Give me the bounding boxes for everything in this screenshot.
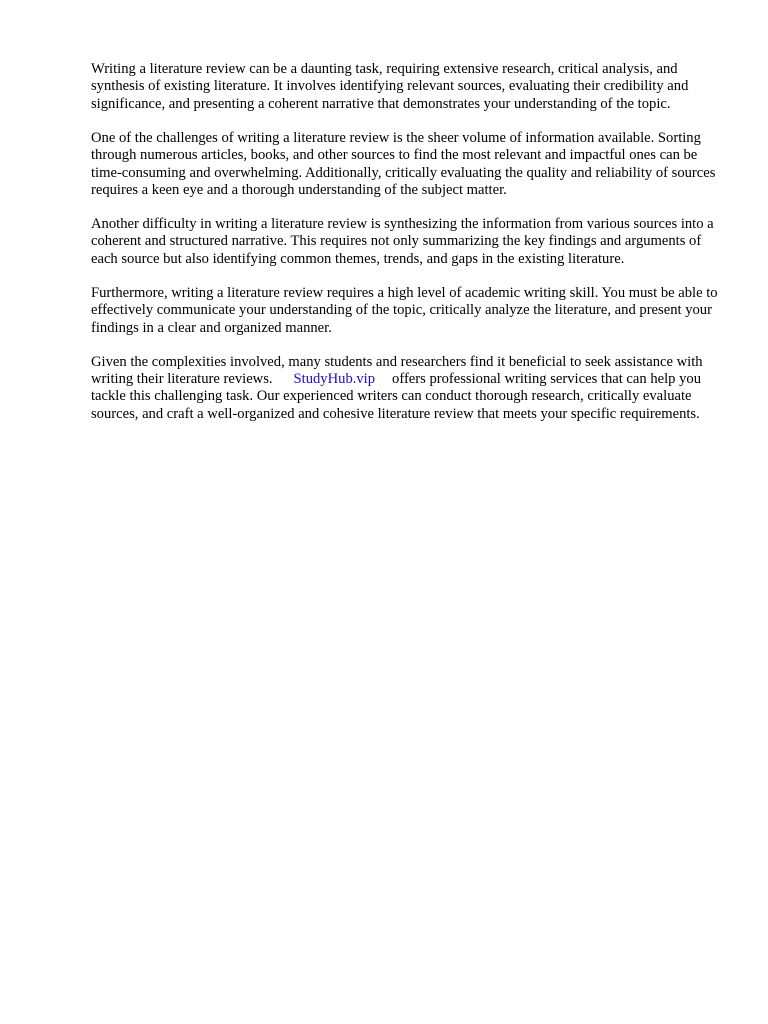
paragraph-synthesis-difficulty: Another difficulty in writing a literature review is synthesizing the information from various sources into a coherent and structured narrative. This requires not only summarizing the key findings and arguments of each source but also identifying common themes, trends, and gaps in the existing literature. <box>91 216 714 267</box>
paragraph-intro: Writing a literature review can be a daunting task, requiring extensive research, critical analysis, and synthesis of existing literature. It involves identifying relevant sources, evaluating their credibility and significance, and presenting a coherent narrative that demonstrates your understanding of the topic. <box>91 61 689 112</box>
assistance-text-after-link: offers professional writing services that can help you tackle this challenging task. Our experienced writers can conduct thorough research, critically evaluate sources, and craft a well-organized and cohesive literature review that meets your specific requirements. <box>91 371 701 422</box>
assistance-text-before-link: Given the complexities involved, many students and researchers find it beneficial to seek assistance with writing their literature reviews. <box>91 353 703 388</box>
paragraph-assistance <box>91 354 731 424</box>
paragraph-volume-challenge: One of the challenges of writing a literature review is the sheer volume of information available. Sorting through numerous articles, books, and other sources to find the most relevant and impactful ones can be time-consuming and overwhelming. Additionally, critically evaluating the quality and reliability of sources requires a keen eye and a thorough understanding of the subject matter. <box>91 129 716 199</box>
studyhub-link[interactable]: StudyHub.vip <box>293 371 376 388</box>
document-body <box>91 61 731 423</box>
paragraph-writing-skill: Furthermore, writing a literature review requires a high level of academic writing skill. You must be able to effectively communicate your understanding of the topic, critically analyze the literature, and present your findings in a clear and organized manner. <box>91 284 718 336</box>
